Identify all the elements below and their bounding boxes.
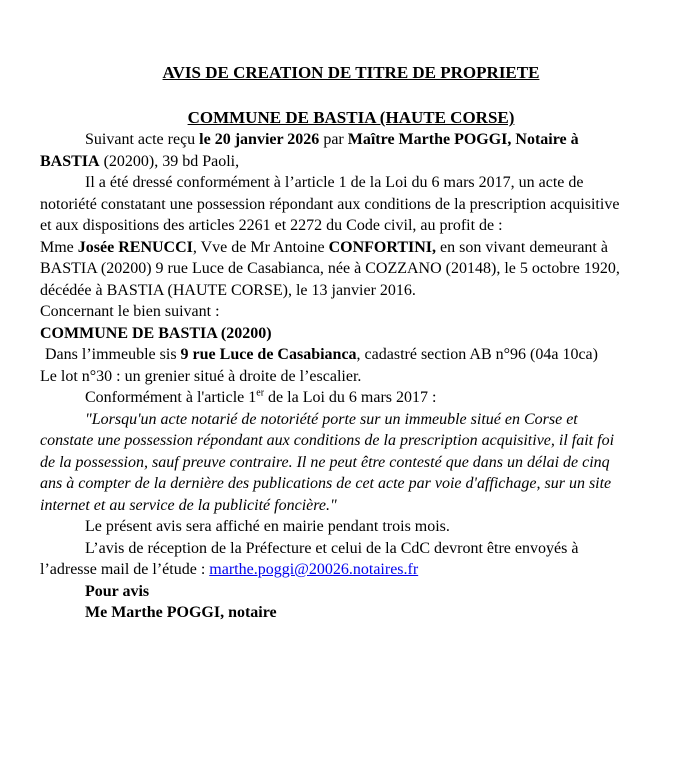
text-run: décédée à BASTIA (HAUTE CORSE), le 13 janvier 2016. [40, 281, 416, 299]
para-law-quote [40, 409, 662, 517]
text-run: Il a été dressé conformément à l’article 1 de la Loi du 6 mars 2017, un acte de [85, 174, 584, 191]
document-title: AVIS DE CREATION DE TITRE DE PROPRIETE [162, 63, 540, 82]
signature-pour-avis [40, 581, 662, 603]
para-reception-notice [40, 538, 662, 581]
text-run: de la possession, sauf preuve contraire. Il ne peut être contesté que dans un délai de cinq [40, 453, 610, 471]
text-run: par [319, 131, 348, 148]
document-subtitle: COMMUNE DE BASTIA (HAUTE CORSE) [187, 108, 515, 127]
text-run: 9 rue Luce de Casabianca [180, 346, 357, 363]
text-run: Le présent avis sera affiché en mairie pendant trois mois. [85, 518, 450, 535]
signature-notary [40, 602, 662, 624]
para-deed-received [40, 129, 662, 172]
text-run: Me Marthe POGGI, notaire [85, 604, 277, 621]
text-run: Conformément à l'article 1 [85, 389, 257, 406]
para-posting-notice [40, 516, 662, 538]
text-run: COMMUNE DE BASTIA (20200) [40, 324, 272, 342]
text-run: L’avis de réception de la Préfecture et celui de la CdC devront être envoyés à [85, 539, 579, 557]
para-lot [40, 366, 662, 388]
text-run: "Lorsqu'un acte notarié de notoriété porte sur un immeuble situé en Corse et [85, 410, 578, 428]
text-run: Suivant acte reçu [85, 131, 200, 148]
para-building [40, 344, 662, 366]
text-run: Maître Marthe POGGI, Notaire à [347, 131, 579, 148]
text-run: er [256, 387, 265, 399]
text-run: BASTIA (20200) 9 rue Luce de Casabianca, née à COZZANO (20148), le 5 octobre 1920, [40, 260, 620, 277]
text-run: Concernant le bien suivant : [40, 303, 220, 320]
para-deed-drawn [40, 172, 662, 237]
text-run: et aux dispositions des articles 2261 et 2272 du Code civil, au profit de : [40, 217, 503, 234]
para-commune [40, 323, 662, 345]
text-run: internet et au service de la publicité foncière." [40, 496, 337, 514]
text-run: de la Loi du 6 mars 2017 : [264, 389, 437, 406]
text-run: Mme [40, 238, 78, 256]
email-link[interactable]: marthe.poggi@20026.notaires.fr [209, 561, 419, 578]
text-run: , cadastré section AB n°96 (04a 10ca) [356, 346, 598, 363]
text-run: Dans l’immeuble sis [45, 346, 181, 363]
text-run: l’adresse mail de l’étude : [40, 561, 210, 578]
text-run: ans à compter de la dernière des publications de cet acte par voie d'affichage, sur un site [40, 475, 612, 492]
text-run: constate une possession répondant aux conditions de la prescription acquisitive, il fait foi [40, 432, 615, 449]
text-run: BASTIA [40, 152, 100, 170]
para-beneficiary [40, 237, 662, 302]
text-run: le 20 janvier 2026 [199, 131, 320, 148]
text-run: notoriété constatant une possession répondant aux conditions de la prescription acquisitive [40, 195, 620, 213]
text-run: Le lot n°30 : un grenier situé à droite de l’escalier. [40, 367, 362, 385]
text-run: Josée RENUCCI [77, 238, 193, 256]
para-property-intro [40, 301, 662, 323]
text-run: CONFORTINI, [328, 238, 437, 256]
text-run: Pour avis [85, 582, 150, 600]
text-run: (20200), 39 bd Paoli, [99, 152, 240, 170]
text-run: , Vve de Mr Antoine [192, 238, 329, 256]
text-run: en son vivant demeurant à [436, 238, 608, 256]
para-law-reference [40, 387, 662, 409]
